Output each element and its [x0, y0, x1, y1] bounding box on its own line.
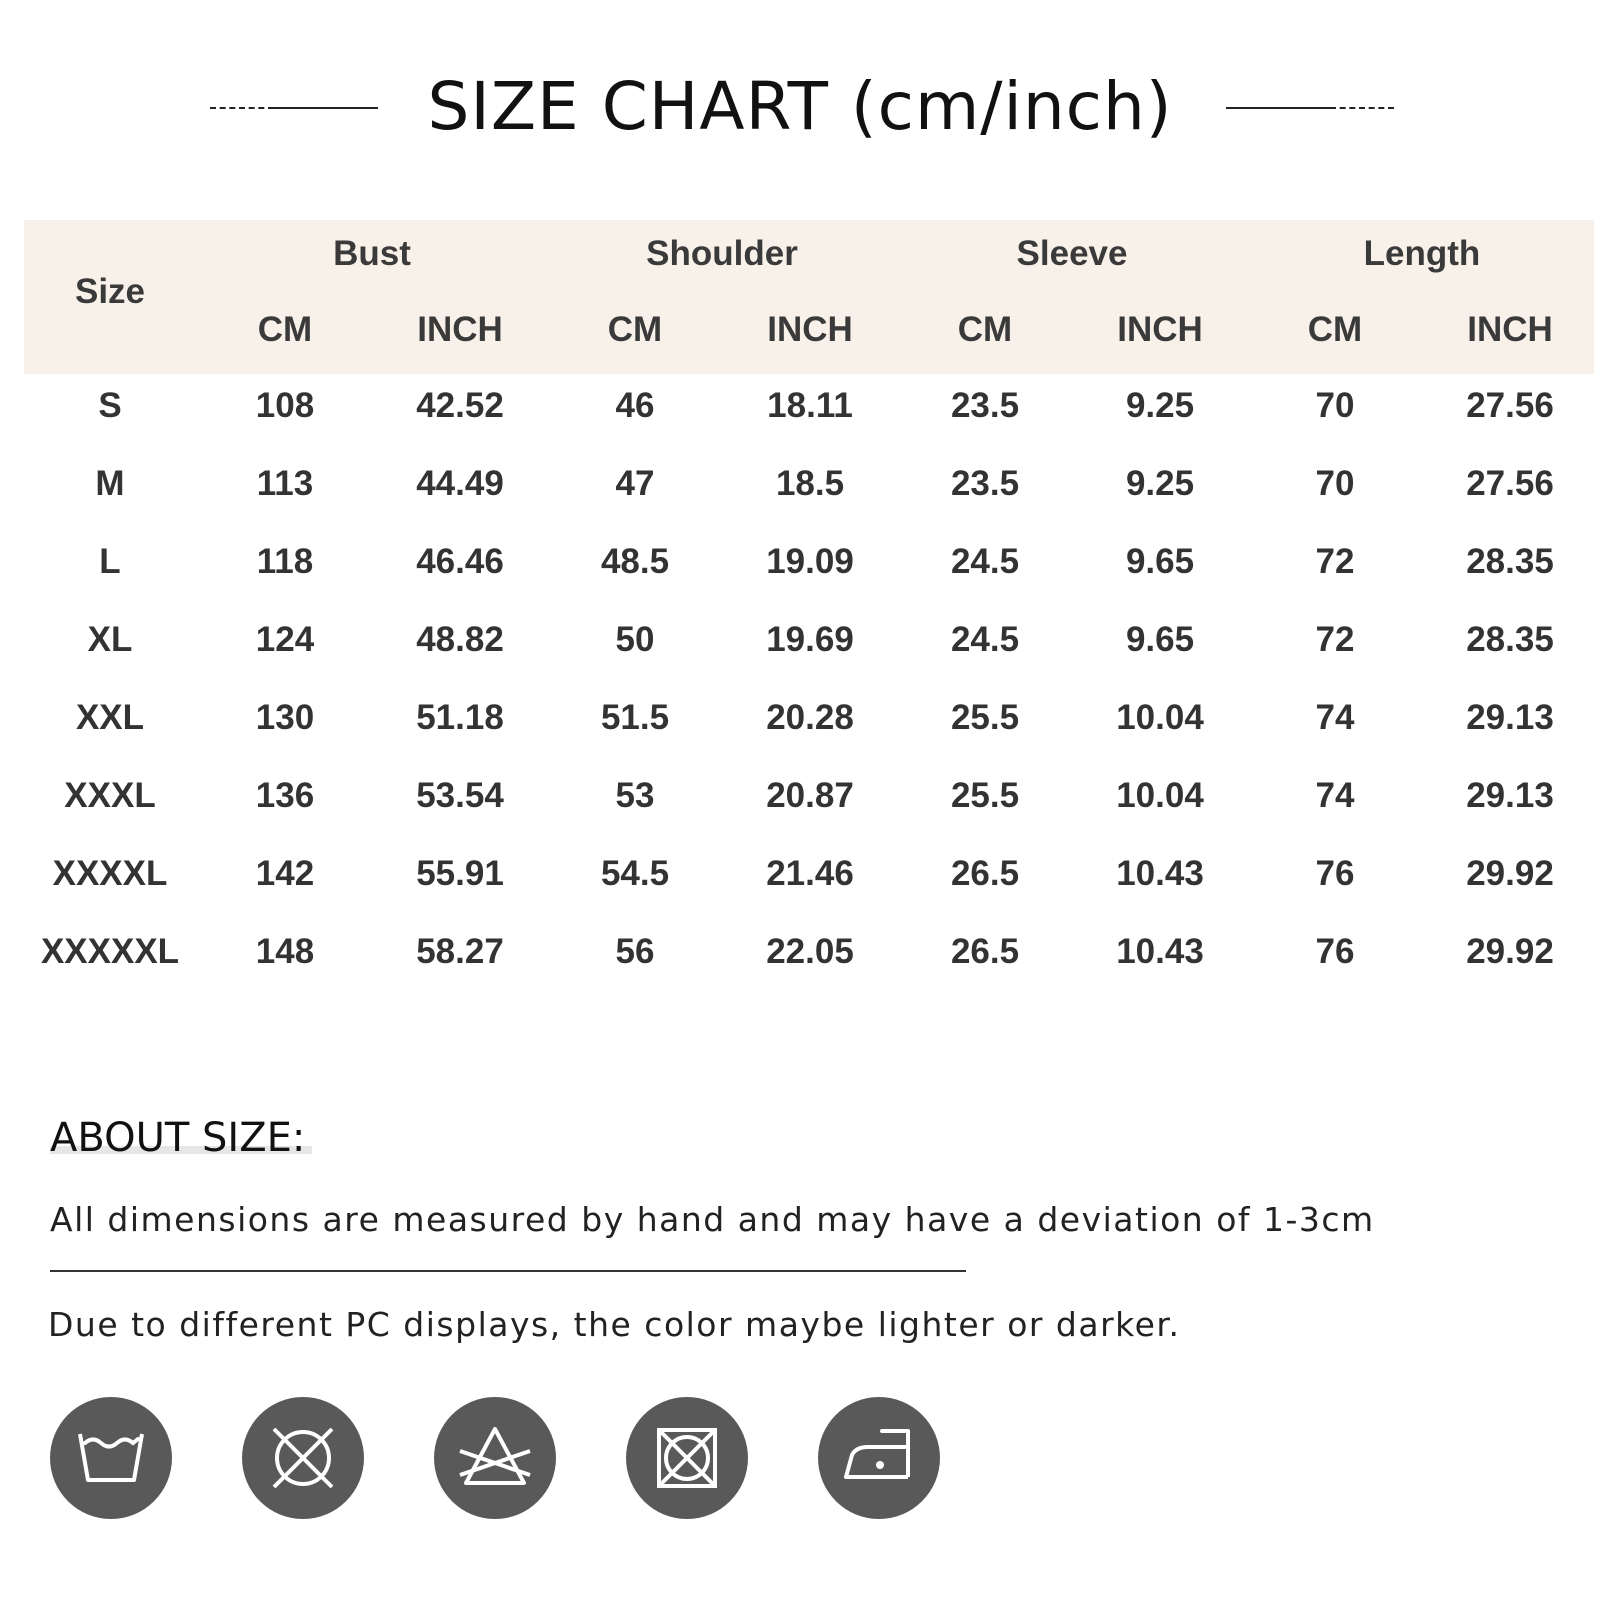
table-cell: 42.52	[416, 386, 504, 425]
table-cell: 118	[256, 542, 314, 581]
unit-header: CM	[607, 310, 663, 349]
table-cell: 108	[255, 386, 315, 425]
table-cell: 76	[1315, 932, 1355, 971]
table-cell: 70	[1315, 464, 1355, 503]
table-cell: 25.5	[950, 698, 1020, 737]
table-cell: 20.87	[766, 776, 854, 815]
table-cell: 124	[255, 620, 315, 659]
size-label-cell: S	[98, 386, 122, 425]
table-cell: 20.28	[766, 698, 854, 737]
table-cell: 28.35	[1466, 620, 1554, 659]
do-not-tumble-dry-icon	[626, 1397, 748, 1519]
unit-header: CM	[1307, 310, 1363, 349]
table-cell: 9.65	[1125, 620, 1195, 659]
table-cell: 9.25	[1125, 386, 1195, 425]
table-cell: 48.5	[600, 542, 670, 581]
table-cell: 130	[255, 698, 315, 737]
hand-wash-icon	[50, 1397, 172, 1519]
unit-header: INCH	[1467, 310, 1553, 349]
unit-header: CM	[957, 310, 1013, 349]
table-cell: 26.5	[950, 854, 1020, 893]
unit-header: INCH	[767, 310, 853, 349]
table-cell: 136	[255, 776, 315, 815]
table-cell: 10.04	[1116, 698, 1204, 737]
size-label-cell: XXXXXL	[40, 932, 180, 971]
table-cell: 10.43	[1116, 932, 1204, 971]
table-cell: 56	[615, 932, 655, 971]
table-cell: 24.5	[950, 620, 1020, 659]
table-cell: 53.54	[416, 776, 504, 815]
group-header: Bust	[333, 234, 411, 273]
table-cell: 26.5	[950, 932, 1020, 971]
table-cell: 10.04	[1116, 776, 1204, 815]
table-cell: 53	[615, 776, 655, 815]
table-cell: 70	[1315, 386, 1355, 425]
table-cell: 22.05	[766, 932, 854, 971]
unit-header: INCH	[1117, 310, 1203, 349]
title-deco-right-solid	[1226, 107, 1330, 109]
table-cell: 9.25	[1125, 464, 1195, 503]
unit-header: CM	[257, 310, 313, 349]
table-cell: 142	[255, 854, 315, 893]
table-cell: 24.5	[950, 542, 1020, 581]
title-deco-left-dashed	[210, 107, 274, 109]
title-deco-right-dashed	[1330, 107, 1394, 109]
size-label-cell: XXXXL	[52, 854, 168, 893]
table-cell: 27.56	[1466, 386, 1554, 425]
title-deco-left-solid	[274, 107, 378, 109]
size-label-cell: M	[95, 464, 125, 503]
about-size-title: ABOUT SIZE:	[50, 1115, 306, 1161]
table-cell: 54.5	[600, 854, 670, 893]
size-label-cell: L	[99, 542, 121, 581]
table-cell: 72	[1315, 542, 1355, 581]
table-cell: 58.27	[416, 932, 504, 971]
table-cell: 76	[1315, 854, 1355, 893]
table-cell: 46.46	[416, 542, 504, 581]
table-cell: 9.65	[1125, 542, 1195, 581]
table-cell: 21.46	[766, 854, 854, 893]
table-cell: 44.49	[416, 464, 504, 503]
table-cell: 25.5	[950, 776, 1020, 815]
group-header: Shoulder	[646, 234, 798, 273]
do-not-dry-clean-icon	[242, 1397, 364, 1519]
color-disclaimer: Due to different PC displays, the color maybe lighter or darker.	[48, 1305, 1181, 1344]
table-cell: 23.5	[950, 464, 1020, 503]
size-label-cell: XXL	[75, 698, 145, 737]
table-cell: 29.92	[1466, 854, 1554, 893]
table-cell: 51.5	[600, 698, 670, 737]
table-cell: 18.5	[775, 464, 845, 503]
table-cell: 10.43	[1116, 854, 1204, 893]
group-header: Sleeve	[1016, 234, 1128, 273]
table-cell: 19.69	[766, 620, 854, 659]
size-column-header: Size	[74, 272, 146, 311]
about-size-note: All dimensions are measured by hand and may have a deviation of 1-3cm	[50, 1200, 1375, 1239]
table-cell: 74	[1315, 776, 1355, 815]
table-cell: 29.13	[1466, 698, 1554, 737]
table-cell: 46	[615, 386, 655, 425]
unit-header: INCH	[417, 310, 503, 349]
group-header: Length	[1363, 234, 1481, 273]
size-label-cell: XL	[87, 620, 133, 659]
table-cell: 51.18	[416, 698, 504, 737]
table-cell: 28.35	[1466, 542, 1554, 581]
table-cell: 29.13	[1466, 776, 1554, 815]
table-cell: 72	[1315, 620, 1355, 659]
table-cell: 18.11	[767, 386, 853, 425]
size-label-cell: XXXL	[64, 776, 156, 815]
do-not-bleach-icon	[434, 1397, 556, 1519]
table-cell: 50	[615, 620, 655, 659]
table-cell: 23.5	[950, 386, 1020, 425]
table-cell: 27.56	[1466, 464, 1554, 503]
divider	[50, 1270, 966, 1272]
table-cell: 47	[615, 464, 655, 503]
table-cell: 113	[256, 464, 314, 503]
title-row	[0, 60, 1600, 160]
table-cell: 19.09	[766, 542, 854, 581]
table-cell: 148	[255, 932, 315, 971]
table-cell: 55.91	[416, 854, 504, 893]
iron-low-heat-icon	[818, 1397, 940, 1519]
table-cell: 29.92	[1466, 932, 1554, 971]
page-title: SIZE CHART (cm/inch)	[427, 68, 1173, 145]
table-cell: 74	[1315, 698, 1355, 737]
table-cell: 48.82	[416, 620, 504, 659]
